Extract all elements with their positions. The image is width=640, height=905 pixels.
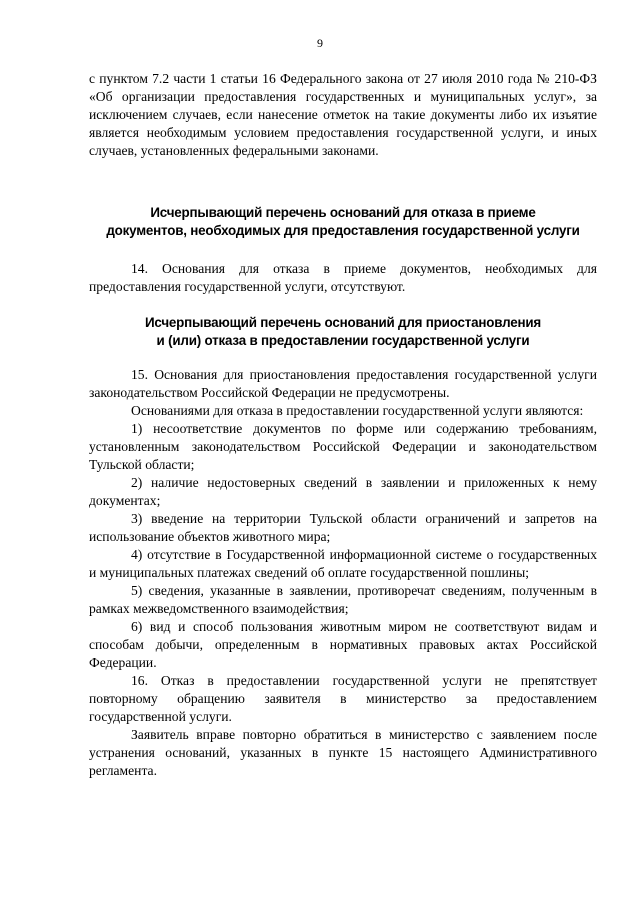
list-item: 6) вид и способ пользования животным миром не соответствуют видам и способам добычи, определенным в нормативных правовых актах Российской Федерации.	[89, 619, 597, 670]
list-item: 1) несоответствие документов по форме или содержанию требованиям, установленным законодательством Российской Федерации и законодательством Тульской области;	[89, 421, 597, 472]
intro-block	[89, 70, 597, 160]
list-item: 2) наличие недостоверных сведений в заявлении и приложенных к нему документах;	[89, 475, 597, 508]
list-item: 3) введение на территории Тульской области ограничений и запретов на использование объектов животного мира;	[89, 511, 597, 544]
heading-suspension-refusal	[89, 314, 597, 350]
page-number: 9	[317, 36, 323, 50]
section-15	[89, 366, 597, 780]
heading-refusal-acceptance	[89, 204, 597, 240]
heading-refusal-acceptance-line1: Исчерпывающий перечень оснований для отказа в приеме	[150, 205, 536, 220]
final-paragraph: Заявитель вправе повторно обратиться в министерство с заявлением после устранения оснований, указанных в пункте 15 настоящего Административного регламента.	[89, 727, 597, 778]
refusal-grounds-intro: Основаниями для отказа в предоставлении государственной услуги являются:	[131, 403, 584, 418]
heading-suspension-refusal-line1: Исчерпывающий перечень оснований для приостановления	[145, 315, 541, 330]
list-item: 4) отсутствие в Государственной информационной системе о государственных и муниципальных платежах сведений об оплате государственной пошлины;	[89, 547, 597, 580]
heading-refusal-acceptance-line2: документов, необходимых для предоставления государственной услуги	[106, 223, 580, 238]
section-14	[89, 260, 597, 296]
paragraph-15: 15. Основания для приостановления предоставления государственной услуги законодательством Российской Федерации не предусмотрены.	[89, 367, 597, 400]
paragraph-14: 14. Основания для отказа в приеме документов, необходимых для предоставления государственной услуги, отсутствуют.	[89, 261, 597, 294]
heading-suspension-refusal-line2: и (или) отказа в предоставлении государственной услуги	[156, 333, 530, 348]
list-item: 5) сведения, указанные в заявлении, противоречат сведениям, полученным в рамках межведомственного взаимодействия;	[89, 583, 597, 616]
intro-paragraph: с пунктом 7.2 части 1 статьи 16 Федерального закона от 27 июля 2010 года № 210-ФЗ «Об организации предоставления государственных и муниципальных услуг», за исключением случаев, если нанесение отметок на такие документы либо их изъятие является необходимым условием предоставления государственной услуги, и иных случаев, установленных федеральными законами.	[89, 71, 597, 158]
paragraph-16: 16. Отказ в предоставлении государственной услуги не препятствует повторному обращению заявителя в министерство за предоставлением государственной услуги.	[89, 673, 597, 724]
